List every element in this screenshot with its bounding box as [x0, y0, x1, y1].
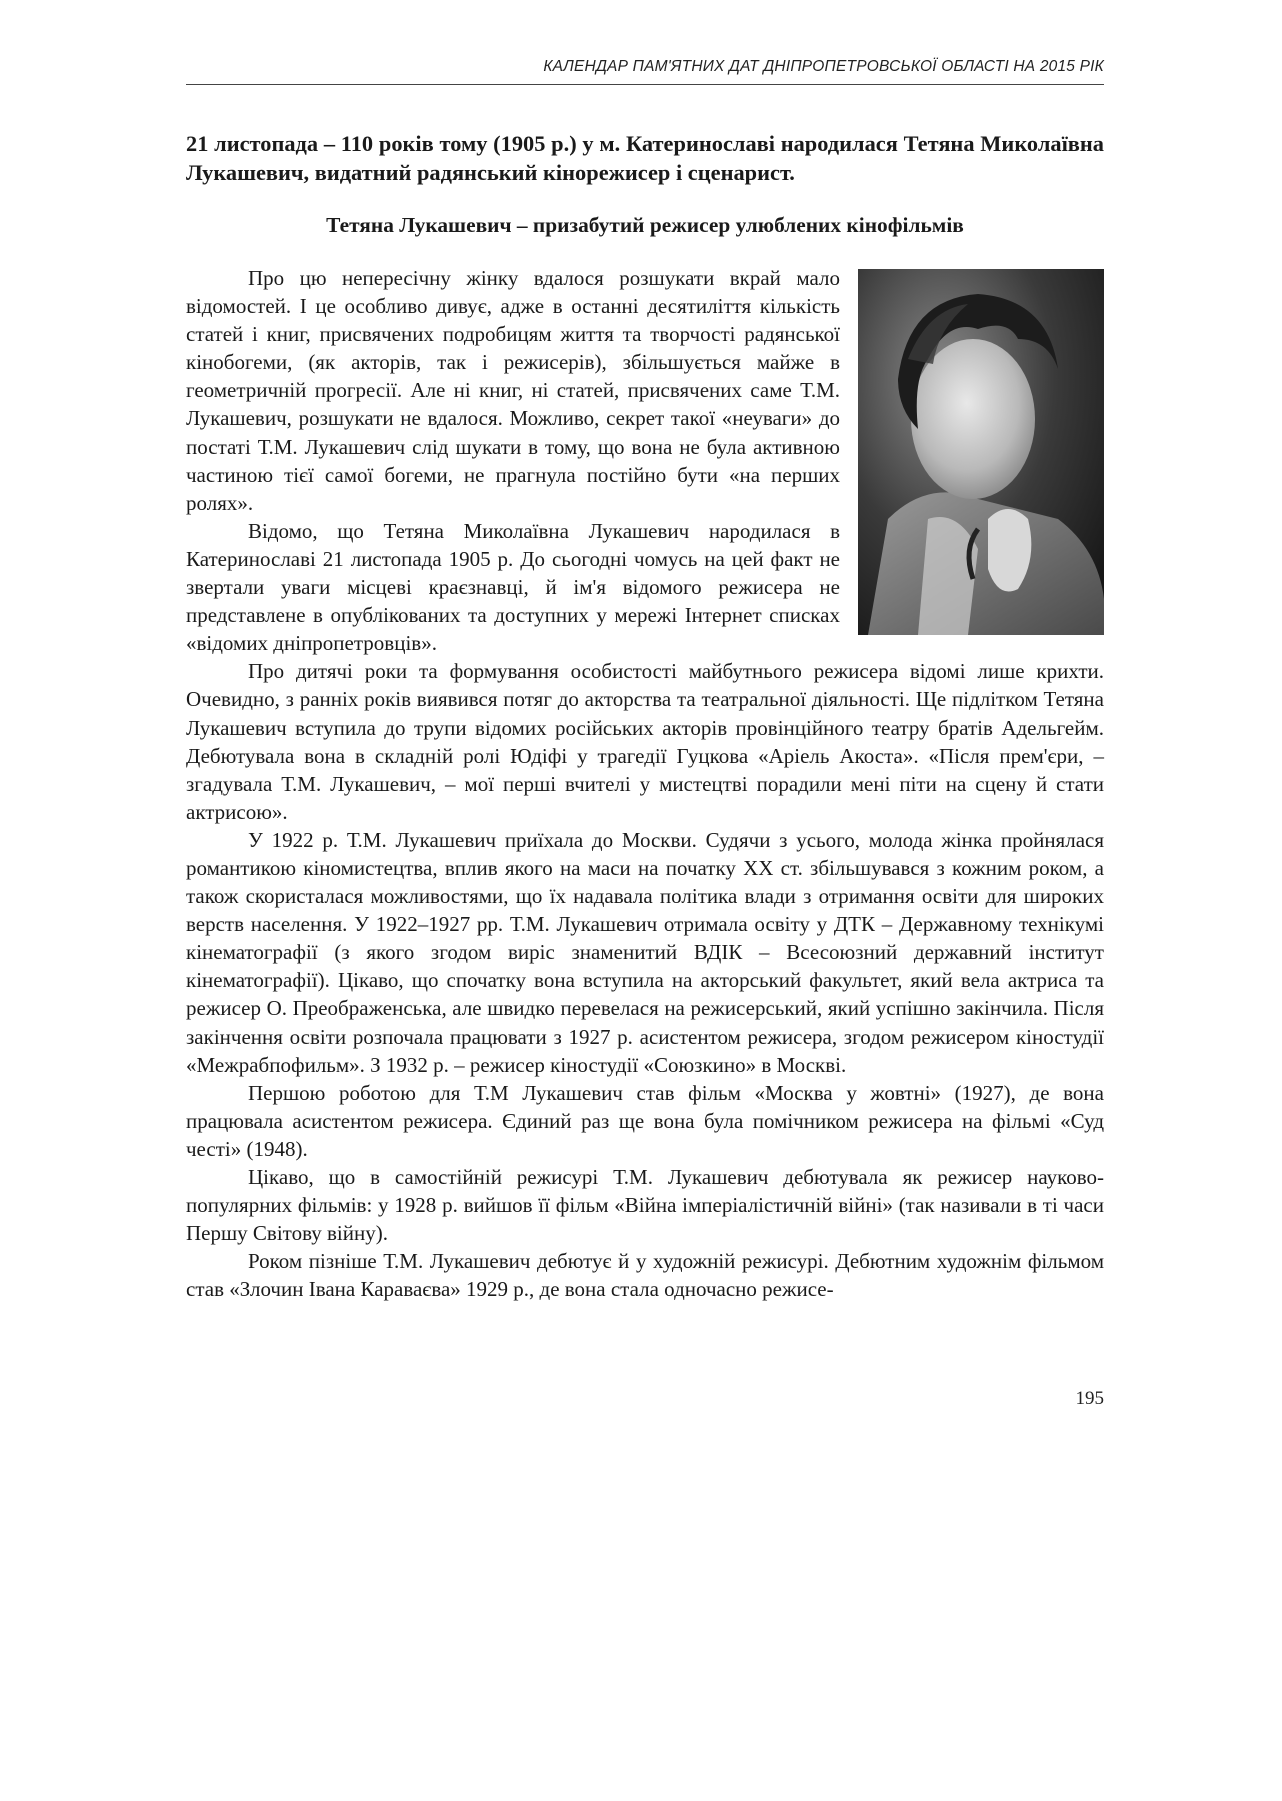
paragraph: Про дитячі роки та формування особистості майбутнього режисера відомі лише крихти. Очевидно, з ранніх років виявився потяг до акторства та театральної діяльності. Ще підлітком Тетяна Лукашевич вступила до трупи відомих російських акторів провінційного театру братів Адельгейм. Дебютувала вона в складній ролі Юдіфі у трагедії Гуцкова «Аріель Акоста». «Після прем'єри, – згадувала Т.М. Лукашевич, – мої перші вчителі у мистецтві порадили мені піти на сцену й стати актрисою».	[186, 659, 1104, 824]
header-divider	[186, 84, 1104, 85]
page-content	[186, 130, 1104, 1303]
page-number: 195	[1075, 1388, 1104, 1409]
running-header: КАЛЕНДАР ПАМ'ЯТНИХ ДАТ ДНІПРОПЕТРОВСЬКОЇ ОБЛАСТІ НА 2015 РІК	[543, 58, 1104, 75]
portrait-photo-icon	[858, 269, 1104, 635]
paragraph: Роком пізніше Т.М. Лукашевич дебютує й у художній режисурі. Дебютним художнім фільмом став «Злочин Івана Караваєва» 1929 р., де вона стала одночасно режисе-	[186, 1249, 1104, 1302]
article-title: Тетяна Лукашевич – призабутий режисер улюблених кінофільмів	[326, 213, 964, 237]
paragraph: Цікаво, що в самостійній режисурі Т.М. Лукашевич дебютувала як режисер науково-популярних фільмів: у 1928 р. вийшов її фільм «Війна імперіалістичній війні» (так називали в ті часи Першу Світову війну).	[186, 1165, 1104, 1246]
intro-paragraph: 21 листопада – 110 років тому (1905 р.) у м. Катеринославі народилася Тетяна Миколаївна Лукашевич, видатний радянський кінорежисер і сценарист.	[186, 131, 1104, 185]
paragraph: У 1922 р. Т.М. Лукашевич приїхала до Москви. Судячи з усього, молода жінка пройнялася романтикою кіномистецтва, вплив якого на маси на початку ХХ ст. збільшувався з кожним роком, а також скористалася можливостями, що їх надавала політика влади з отримання освіти для широких верств населення. У 1922–1927 рр. Т.М. Лукашевич отримала освіту у ДТК – Державному технікумі кінематографії (з якого згодом виріс знаменитий ВДІК – Всесоюзний державний інститут кінематографії). Цікаво, що спочатку вона вступила на акторський факультет, який вела актриса та режисер О. Преображенська, але швидко перевелася на режисерський, який успішно закінчила. Після закінчення освіти розпочала працювати з 1927 р. асистентом режисера, згодом режисером кіностудії «Межрабпофильм». З 1932 р. – режисер кіностудії «Союзкино» в Москві.	[186, 827, 1104, 1077]
paragraph: Першою роботою для Т.М Лукашевич став фільм «Москва у жовтні» (1927), де вона працювала асистентом режисера. Єдиний раз ще вона була помічником режисера на фільмі «Суд честі» (1948).	[186, 1080, 1104, 1161]
article-body	[186, 264, 1104, 1303]
paragraph: Про цю непересічну жінку вдалося розшукати вкрай мало відомостей. І це особливо дивує, адже в останні десятиліття кількість статей і книг, присвячених подробицям життя та творчості радянської кінобогеми, (як акторів, так і режисерів), збільшується майже в геометричній прогресії. Але ні книг, ні статей, присвячених саме Т.М. Лукашевич, розшукати не вдалося. Можливо, секрет такої «неуваги» до постаті Т.М. Лукашевич слід шукати в тому, що вона не була активною частиною тієї самої богеми, не прагнула постійно бути «на перших ролях».	[186, 266, 840, 515]
portrait-photo	[858, 269, 1104, 635]
paragraph: Відомо, що Тетяна Миколаївна Лукашевич народилася в Катеринославі 21 листопада 1905 р. До сьогодні чомусь на цей факт не звертали уваги місцеві краєзнавці, й ім'я відомого режисера не представлене в опублікованих та доступних у мережі Інтернет списках «відомих дніпропетровців».	[186, 518, 840, 656]
